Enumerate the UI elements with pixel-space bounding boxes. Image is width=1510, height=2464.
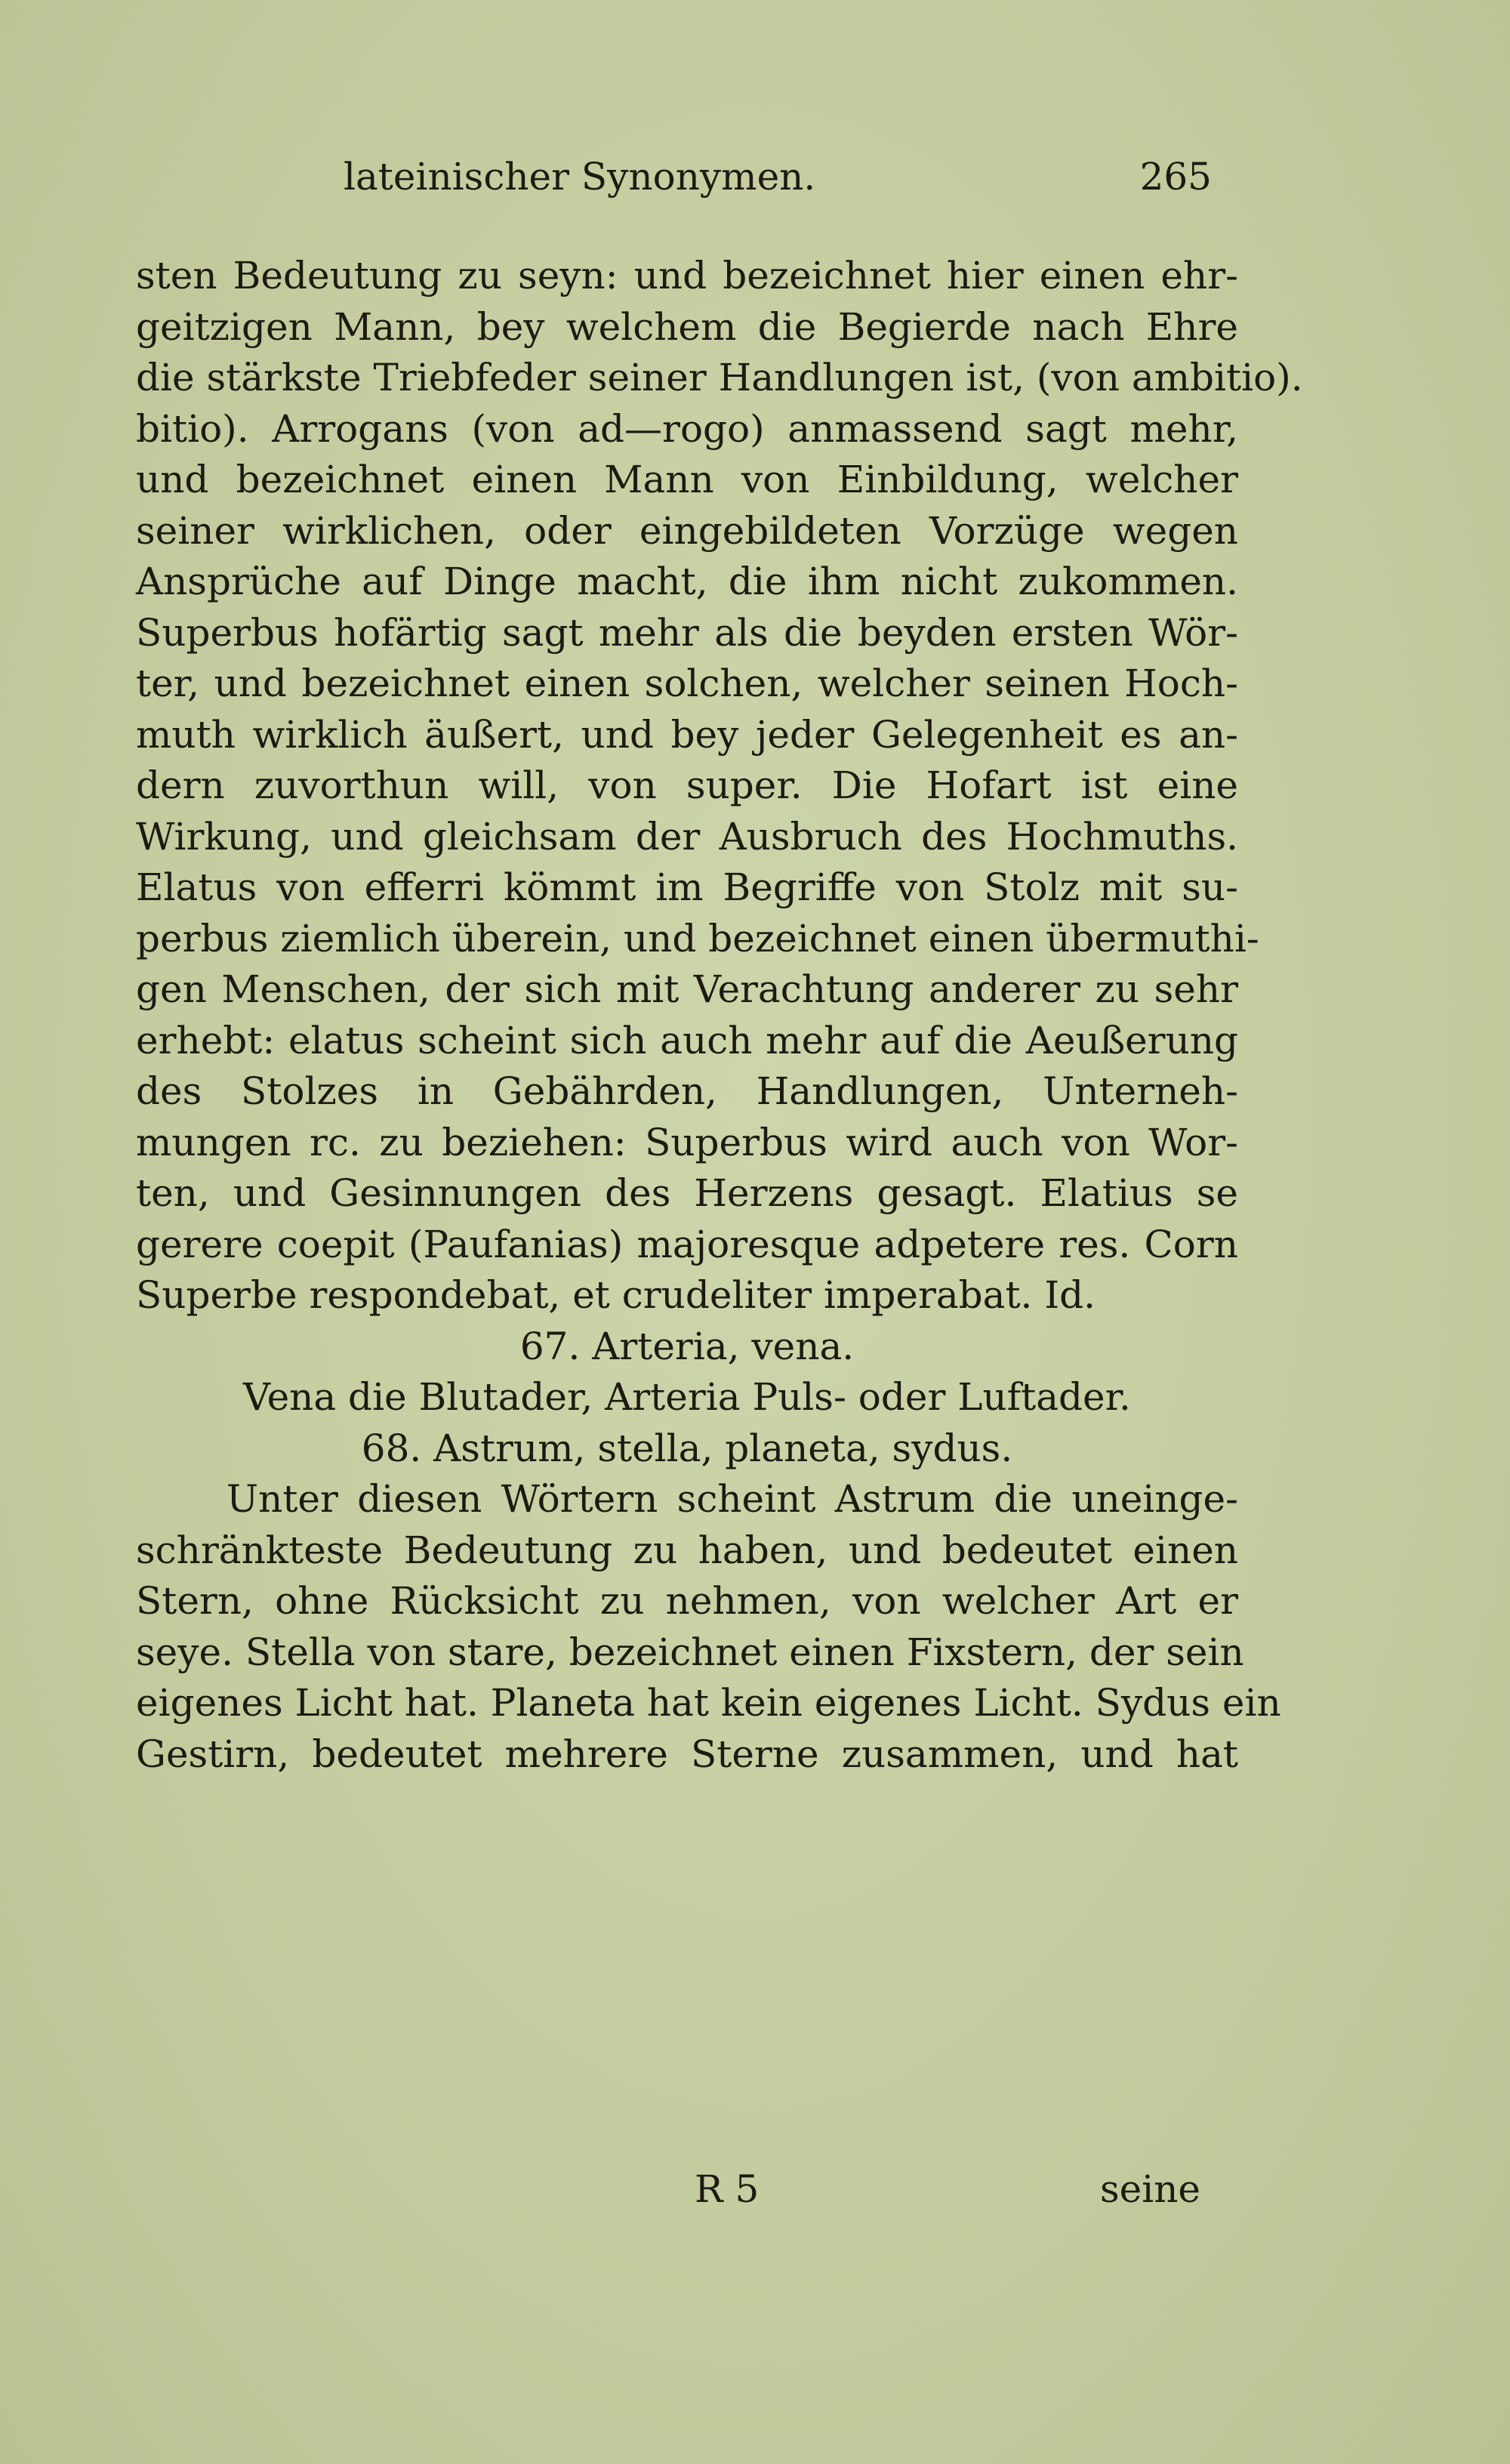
text-line: Superbus hofärtig sagt mehr als die beyden ersten Wör-	[136, 610, 1238, 655]
text-line: sten Bedeutung zu seyn: und bezeichnet hier einen ehr-	[136, 254, 1238, 298]
text-line: dern zuvorthun will, von super. Die Hofart ist eine	[136, 763, 1238, 807]
signature-mark: R 5	[695, 2167, 760, 2211]
text-line: erhebt: elatus scheint sich auch mehr auf die Aeußerung	[136, 1018, 1238, 1062]
text-line: seiner wirklichen, oder eingebildeten Vorzüge wegen	[136, 508, 1238, 553]
catchword: seine	[1099, 2167, 1200, 2211]
text-line: Ansprüche auf Dinge macht, die ihm nicht zukommen.	[136, 560, 1238, 603]
running-head: lateinischer Synonymen.	[344, 155, 816, 199]
page-number: 265	[1139, 155, 1212, 199]
page-header	[344, 155, 1212, 208]
text-line: schränkteste Bedeutung zu haben, und bedeutet einen	[136, 1528, 1238, 1572]
text-line: gerere coepit (Paufanias) majoresque adpetere res. Corn	[136, 1222, 1238, 1266]
text-line: geitzigen Mann, bey welchem die Begierde nach Ehre	[136, 304, 1238, 349]
text-line: perbus ziemlich überein, und bezeichnet einen übermuthi-	[136, 916, 1259, 961]
text-line: bitio). Arrogans (von ad—rogo) anmassend sagt mehr,	[136, 406, 1238, 451]
text-line: seye. Stella von stare, bezeichnet einen Fixstern, der sein	[136, 1630, 1244, 1674]
text-line: Gestirn, bedeutet mehrere Sterne zusammen, und hat	[136, 1732, 1238, 1776]
text-line: des Stolzes in Gebährden, Handlungen, Unterneh-	[136, 1069, 1238, 1113]
text-line: Elatus von efferri kömmt im Begriffe von Stolz mit su-	[136, 865, 1238, 909]
body-text	[136, 251, 1303, 1780]
text-line: Vena die Blutader, Arteria Puls- oder Luftader.	[243, 1375, 1131, 1419]
text-line: ter, und bezeichnet einen solchen, welcher seinen Hoch-	[136, 661, 1238, 705]
text-line: eigenes Licht hat. Planeta hat kein eigenes Licht. Sydus ein	[136, 1681, 1281, 1725]
section-heading: 67. Arteria, vena.	[519, 1324, 855, 1368]
text-line: Wirkung, und gleichsam der Ausbruch des Hochmuths.	[136, 814, 1238, 859]
page-footer	[136, 2167, 1238, 2220]
text-line: gen Menschen, der sich mit Verachtung anderer zu sehr	[136, 967, 1238, 1011]
text-line: und bezeichnet einen Mann von Einbildung, welcher	[136, 458, 1238, 501]
text-line: ten, und Gesinnungen des Herzens gesagt. Elatius se	[136, 1171, 1238, 1215]
text-line: Superbe respondebat, et crudeliter imperabat. Id.	[136, 1273, 1096, 1317]
text-line: die stärkste Triebfeder seiner Handlungen ist, (von ambitio).	[136, 356, 1303, 399]
text-line: muth wirklich äußert, und bey jeder Gelegenheit es an-	[136, 712, 1238, 757]
section-heading: 68. Astrum, stella, planeta, sydus.	[361, 1426, 1013, 1470]
text-line: mungen rc. zu beziehen: Superbus wird auch von Wor-	[136, 1120, 1238, 1164]
text-line: Unter diesen Wörtern scheint Astrum die uneinge-	[226, 1477, 1238, 1521]
text-line: Stern, ohne Rücksicht zu nehmen, von welcher Art er	[136, 1579, 1238, 1623]
